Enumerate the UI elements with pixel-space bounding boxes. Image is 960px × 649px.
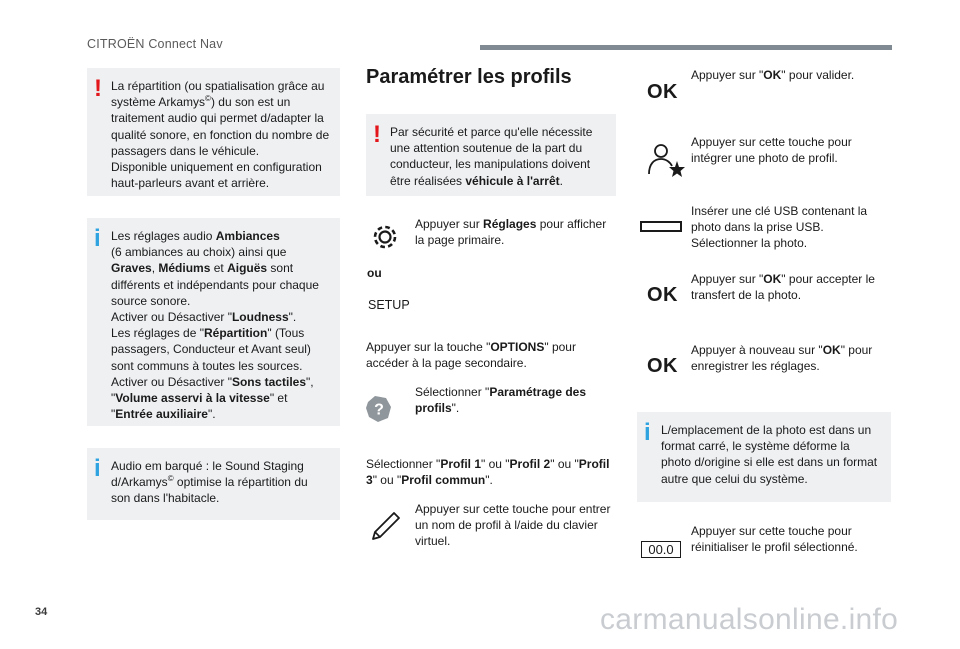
text-run: " ou " bbox=[550, 457, 579, 471]
text-run: " ou " bbox=[372, 473, 402, 488]
step-settings-text bbox=[415, 216, 615, 248]
bold-term: Profil 3 bbox=[366, 457, 610, 488]
bold-term: Profil 1 bbox=[440, 457, 481, 471]
text-run: Appuyer sur " bbox=[691, 272, 764, 286]
step-photo-text bbox=[691, 134, 886, 166]
bold-term: OK bbox=[822, 343, 841, 357]
text-run: Audio em barqué : le Sound Staging d/Arkamys bbox=[111, 459, 304, 490]
bold-term: Profil commun bbox=[401, 473, 486, 488]
ok-button-icon: OK bbox=[647, 81, 678, 103]
text-run: " pour accepter le transfert de la photo. bbox=[691, 272, 875, 303]
step-usb-text bbox=[691, 203, 881, 252]
superscript: © bbox=[167, 474, 174, 484]
info-box-sound-staging bbox=[87, 448, 340, 520]
text-run: " pour enregistrer les réglages. bbox=[691, 343, 873, 374]
info-icon: i bbox=[94, 455, 101, 482]
step-profile-settings-text bbox=[415, 384, 610, 416]
ok-button-icon: OK bbox=[647, 284, 678, 306]
help-icon bbox=[364, 394, 394, 424]
text-run: . bbox=[559, 173, 563, 188]
text-run: La répartition (ou spatialisation grâce au système Arkamys bbox=[111, 79, 325, 110]
text-run: ". bbox=[207, 407, 216, 422]
step-validate-text bbox=[691, 67, 891, 83]
bold-term: OK bbox=[763, 68, 782, 82]
text-run: Appuyer sur la touche " bbox=[366, 340, 491, 354]
svg-text:?: ? bbox=[374, 401, 384, 419]
info-box-audio-settings bbox=[87, 218, 340, 426]
text-run: ) du son est un traitement audio qui permet d/adapter la qualité sonore, en fonction du nombre de passagers dans le véhicule. bbox=[111, 95, 330, 158]
text-run: Appuyer à nouveau sur " bbox=[691, 343, 823, 357]
text-run: Sélectionner " bbox=[366, 457, 441, 471]
watermark: carmanualsonline.info bbox=[600, 603, 899, 636]
text-run: Appuyer sur bbox=[415, 217, 484, 231]
info-text bbox=[661, 422, 881, 487]
text-run: Insérer une clé USB contenant la photo dans la prise USB. bbox=[691, 204, 868, 235]
bold-term: Répartition bbox=[204, 326, 268, 341]
text-run: ". bbox=[288, 310, 297, 325]
warning-box-repartition bbox=[87, 68, 340, 196]
text-run: Appuyer sur cette touche pour entrer un nom de profil à l/aide du clavier virtuel. bbox=[415, 502, 611, 549]
bold-term: OK bbox=[763, 272, 782, 286]
warning-text bbox=[111, 78, 330, 191]
setup-button-label: SETUP bbox=[368, 298, 410, 312]
text-run: et bbox=[210, 261, 228, 276]
section-heading: Paramétrer les profils bbox=[366, 66, 572, 88]
or-label: ou bbox=[367, 266, 382, 280]
bold-term: Profil 2 bbox=[509, 457, 551, 471]
bold-term: Volume asservi à la vitesse bbox=[115, 391, 270, 406]
text-run: " et " bbox=[111, 391, 288, 422]
warning-text bbox=[390, 124, 606, 189]
bold-term: Entrée auxiliaire bbox=[115, 407, 208, 422]
text-run: Appuyer sur cette touche pour réinitialiser le profil sélectionné. bbox=[691, 524, 858, 555]
text-run: Les réglages audio bbox=[111, 229, 216, 243]
bold-term: OPTIONS bbox=[490, 340, 545, 354]
bold-term: Loudness bbox=[231, 310, 289, 325]
text-run: optimise la répartition du son dans l'habitacle. bbox=[111, 475, 308, 506]
text-run: " (Tous passagers, Conducteur et Avant seul) sont communs à toutes les sources. bbox=[111, 326, 311, 373]
warning-box-safety bbox=[366, 114, 616, 196]
page-number: 34 bbox=[35, 606, 48, 618]
text-run: " ou " bbox=[481, 457, 510, 471]
info-icon: i bbox=[644, 419, 651, 446]
text-run: (6 ambiances au choix) ainsi que bbox=[111, 245, 287, 260]
bold-term: véhicule à l'arrêt bbox=[465, 173, 560, 188]
text-run: ". bbox=[451, 401, 460, 416]
bold-term: Sons tactiles bbox=[231, 374, 306, 389]
ok-button-icon: OK bbox=[647, 355, 678, 377]
text-run: ", " bbox=[111, 374, 314, 406]
usb-slot-icon bbox=[640, 221, 682, 232]
text-run: Sélectionner " bbox=[415, 385, 490, 399]
text-run: Disponible uniquement en configuration haut-parleurs avant et arrière. bbox=[111, 160, 322, 191]
step-select-profile-text bbox=[366, 456, 611, 488]
step-options-text bbox=[366, 339, 611, 371]
profile-photo-icon bbox=[646, 140, 686, 180]
text-run: sont différents et indépendants pour chaque source sonore. bbox=[111, 261, 319, 308]
info-text bbox=[111, 228, 330, 422]
step-reset-text bbox=[691, 523, 891, 555]
text-run: Activer ou Désactiver " bbox=[111, 374, 232, 389]
text-run: , bbox=[151, 261, 159, 276]
warning-icon: ! bbox=[94, 75, 102, 102]
text-run: ". bbox=[485, 473, 493, 488]
step-save-text bbox=[691, 342, 891, 374]
warning-icon: ! bbox=[373, 121, 381, 148]
header-title: CITROËN Connect Nav bbox=[87, 37, 223, 51]
text-run: L/emplacement de la photo est dans un format carré, le système déforme la photo d/origine si elle est dans un format autre que celui du système. bbox=[661, 423, 878, 486]
text-run: Les réglages de " bbox=[111, 326, 204, 341]
text-run: Sélectionner la photo. bbox=[691, 236, 808, 251]
bold-term: Paramétrage des profils bbox=[415, 385, 587, 416]
reset-button-icon: 00.0 bbox=[641, 541, 681, 558]
text-run: Appuyer sur " bbox=[691, 68, 764, 82]
step-profile-name-text bbox=[415, 501, 615, 550]
text-run: " pour accéder à la page secondaire. bbox=[366, 340, 576, 371]
info-icon: i bbox=[94, 225, 101, 252]
info-text bbox=[111, 458, 330, 507]
settings-gear-icon bbox=[370, 222, 400, 252]
text-run: Activer ou Désactiver " bbox=[111, 310, 232, 325]
header-bar bbox=[480, 45, 892, 50]
pencil-icon bbox=[370, 508, 404, 542]
bold-term: Réglages bbox=[483, 217, 537, 231]
info-box-photo-format bbox=[637, 412, 891, 502]
text-run: Par sécurité et parce qu'elle nécessite une attention soutenue de la part du conducteur, les manipulations doivent être réalisées bbox=[390, 125, 593, 188]
bold-term: Graves bbox=[111, 261, 152, 276]
step-accept-transfer-text bbox=[691, 271, 891, 303]
bold-term: Aiguës bbox=[227, 261, 268, 276]
bold-term: Ambiances bbox=[215, 229, 280, 243]
bold-term: Médiums bbox=[158, 261, 211, 276]
text-run: Appuyer sur cette touche pour intégrer une photo de profil. bbox=[691, 135, 852, 166]
superscript: © bbox=[205, 94, 211, 104]
text-run: " pour valider. bbox=[781, 68, 855, 82]
text-run: pour afficher la page primaire. bbox=[415, 217, 607, 248]
